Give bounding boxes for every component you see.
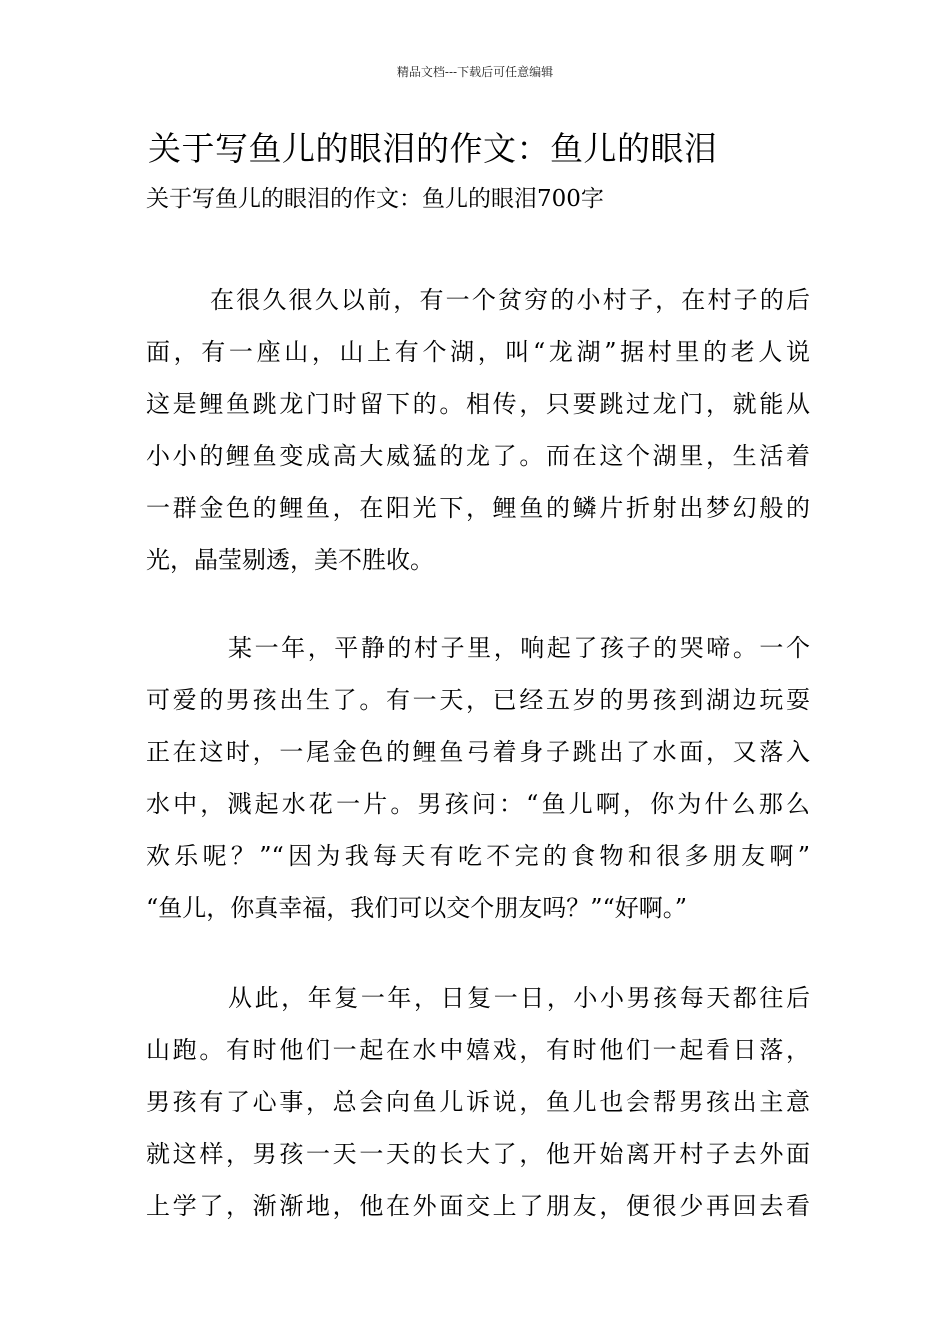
paragraph-line: 这是鲤鱼跳龙门时留下的。相传，只要跳过龙门，就能从 — [146, 390, 810, 418]
paragraph-line: 水中，溅起水花一片。男孩问：“鱼儿啊，你为什么那么 — [146, 790, 810, 818]
paragraph-line: 一群金色的鲤鱼，在阳光下，鲤鱼的鳞片折射出梦幻般的 — [146, 494, 810, 522]
paragraph-line: 男孩有了心事，总会向鱼儿诉说，鱼儿也会帮男孩出主意 — [146, 1088, 810, 1116]
paragraph-line: 山跑。有时他们一起在水中嬉戏，有时他们一起看日落， — [146, 1036, 810, 1064]
page-header: 精品文档---下载后可任意编辑 — [396, 65, 554, 79]
paragraph-2 — [146, 622, 810, 934]
paragraph-1 — [146, 274, 810, 586]
paragraph-line: 小小的鲤鱼变成高大威猛的龙了。而在这个湖里，生活着 — [146, 442, 810, 470]
paragraph-3 — [146, 972, 810, 1232]
paragraph-line: 欢乐呢？”“因为我每天有吃不完的食物和很多朋友啊” — [146, 842, 810, 870]
paragraph-line: 可爱的男孩出生了。有一天，已经五岁的男孩到湖边玩耍 — [146, 686, 810, 714]
paragraph-line: 从此，年复一年，日复一日，小小男孩每天都往后 — [228, 984, 810, 1012]
paragraph-line: 上学了，渐渐地，他在外面交上了朋友，便很少再回去看 — [146, 1192, 810, 1220]
document-subtitle: 关于写鱼儿的眼泪的作文：鱼儿的眼泪700字 — [146, 186, 604, 212]
paragraph-line: 在很久很久以前，有一个贫穷的小村子，在村子的后 — [210, 286, 810, 314]
paragraph-line: 就这样，男孩一天一天的长大了，他开始离开村子去外面 — [146, 1140, 810, 1168]
paragraph-line: “鱼儿，你真幸福，我们可以交个朋友吗？”“好啊。” — [146, 894, 688, 922]
paragraph-line: 某一年，平静的村子里，响起了孩子的哭啼。一个 — [228, 634, 810, 662]
paragraph-line: 光，晶莹剔透，美不胜收。 — [146, 546, 434, 574]
document-title: 关于写鱼儿的眼泪的作文：鱼儿的眼泪 — [148, 129, 718, 168]
paragraph-line: 面，有一座山，山上有个湖，叫“龙湖”据村里的老人说 — [146, 338, 810, 366]
paragraph-line: 正在这时，一尾金色的鲤鱼弓着身子跳出了水面，又落入 — [146, 738, 810, 766]
